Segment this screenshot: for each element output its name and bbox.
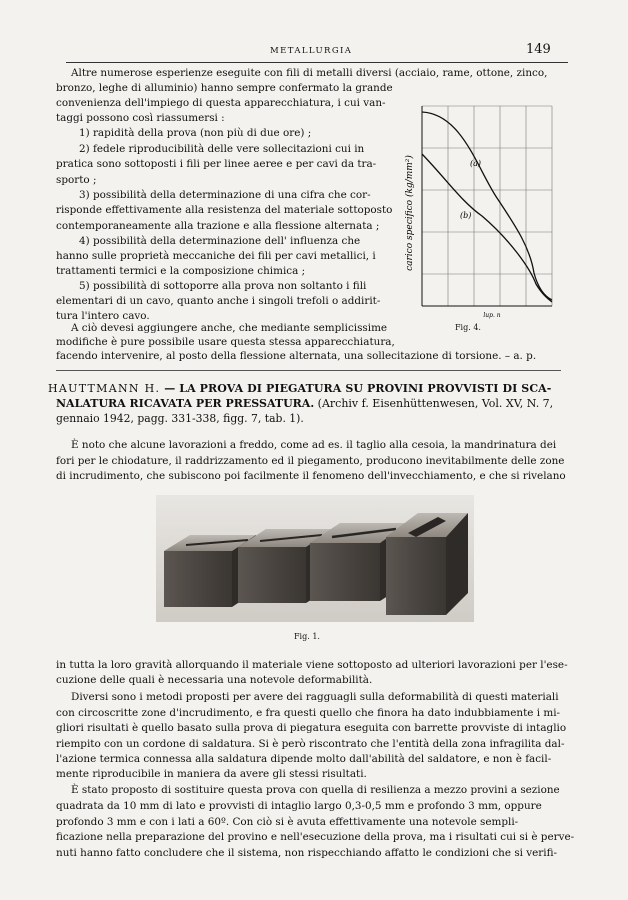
text-line: bronzo, leghe di alluminio) hanno sempre confermato la grande — [56, 82, 393, 94]
text-line: pratica sono sottoposti i fili per linee aeree e per cavi da tra- — [56, 158, 377, 170]
section-divider — [56, 370, 561, 371]
text-line: contemporaneamente alla trazione e alla flessione alternata ; — [56, 220, 380, 232]
text-line: risponde effettivamente alla resistenza del materiale sottoposto — [56, 204, 393, 216]
text-line: 3) possibilità della determinazione di una cifra che cor- — [79, 189, 371, 201]
article-title-1: — LA PROVA DI PIEGATURA SU PROVINI PROVVISTI DI SCA- — [160, 382, 552, 395]
figure-1-caption: Fig. 1. — [294, 632, 320, 641]
text-line: Diversi sono i metodi proposti per avere dei ragguagli sulla deformabilità di questi materiali — [71, 691, 559, 703]
chart-x-axis-label: lup. n — [483, 312, 501, 319]
page-number: 149 — [526, 42, 551, 57]
chart-y-axis-label: carico specifico (kg/mm²) — [405, 155, 415, 271]
text-line: l'azione termica connessa alla saldatura dipende molto dall'abilità del saldatore, e non è facil- — [56, 753, 552, 765]
figure-1-photo — [156, 495, 474, 622]
running-title: METALLURGIA — [270, 46, 353, 56]
text-line: È stato proposto di sostituire questa prova con quella di resilienza a mezzo provini a sezione — [71, 784, 560, 796]
text-line: 4) possibilità della determinazione dell' influenza che — [79, 235, 361, 247]
text-line: fori per le chiodature, il raddrizzamento ed il piegamento, producono inevitabilmente delle zone — [56, 455, 565, 467]
text-line: 1) rapidità della prova (non più di due ore) ; — [79, 127, 312, 139]
article-author: HAUTTMANN H. — [48, 382, 161, 395]
article-ref-2: gennaio 1942, pagg. 331-338, figg. 7, tab. 1). — [56, 412, 304, 425]
figure-4-caption: Fig. 4. — [455, 323, 481, 332]
text-line: di incrudimento, che subiscono poi facilmente il fenomeno dell'invecchiamento, e che si rivelano — [56, 470, 566, 482]
text-line: ficazione nella preparazione del provino e nell'esecuzione della prova, ma i risultati cui si è perve- — [56, 831, 575, 843]
text-line: È noto che alcune lavorazioni a freddo, come ad es. il taglio alla cesoia, la mandrinatura dei — [71, 439, 557, 451]
article-title-2: NALATURA RICAVATA PER PRESSATURA. — [56, 397, 315, 410]
text-line: convenienza dell'impiego di questa apparecchiatura, i cui van- — [56, 97, 386, 109]
text-line: riempito con un cordone di saldatura. Si è però riscontrato che l'entità della zona infragilita dal- — [56, 738, 565, 750]
text-line: tura l'intero cavo. — [56, 310, 150, 322]
header-rule — [66, 62, 568, 63]
text-line: taggi possono così riassumersi : — [56, 112, 225, 124]
text-line: trattamenti termici e la composizione chimica ; — [56, 265, 306, 277]
text-line: facendo intervenire, al posto della flessione alternata, una sollecitazione di torsione. – a. p. — [56, 350, 537, 362]
text-line: hanno sulle proprietà meccaniche dei fili per cavi metallici, i — [56, 250, 376, 262]
text-line: A ciò devesi aggiungere anche, che mediante semplicissime — [71, 322, 388, 334]
text-line: quadrata da 10 mm di lato e provvisti di intaglio largo 0,3-0,5 mm e profondo 3 mm, oppure — [56, 800, 542, 812]
specimen-4 — [386, 513, 468, 615]
text-line: sporto ; — [56, 174, 97, 186]
text-line: profondo 3 mm e con i lati a 60º. Con ciò si è avuta effettivamente una notevole sempli- — [56, 816, 519, 828]
curve-b — [422, 154, 552, 302]
text-line: cuzione delle quali è necessaria una notevole deformabilità. — [56, 674, 373, 686]
article-ref-1: (Archiv f. Eisenhüttenwesen, Vol. XV, N. 7, — [314, 397, 554, 410]
text-line: elementari di un cavo, quanto anche i singoli trefoli o addirit- — [56, 295, 381, 307]
text-line: Altre numerose esperienze eseguite con fili di metalli diversi (acciaio, rame, ottone, zinco, — [71, 67, 548, 79]
figure-4-chart — [402, 98, 566, 344]
curve-label-a: (a) — [470, 159, 482, 168]
text-line: 5) possibilità di sottoporre alla prova non soltanto i fili — [79, 280, 367, 292]
curve-label-b: (b) — [460, 211, 472, 220]
text-line: in tutta la loro gravità allorquando il materiale viene sottoposto ad ulteriori lavorazioni per l'ese- — [56, 659, 568, 671]
text-line: nuti hanno fatto concludere che il sistema, non rispecchiando affatto le condizioni che si verifi- — [56, 847, 558, 859]
text-line: con circoscritte zone d'incrudimento, e fra questi quello che finora ha dato indubbiamente i mi- — [56, 707, 561, 719]
text-line: gliori risultati è quello basato sulla prova di piegatura eseguita con barrette provviste di intaglio — [56, 722, 567, 734]
text-line: mente riproducibile in maniera da avere gli stessi risultati. — [56, 768, 367, 780]
text-line: 2) fedele riproducibilità delle vere sollecitazioni cui in — [79, 143, 365, 155]
curve-a — [422, 112, 552, 300]
text-line: modifiche è pure possibile usare questa stessa apparecchiatura, — [56, 336, 395, 348]
